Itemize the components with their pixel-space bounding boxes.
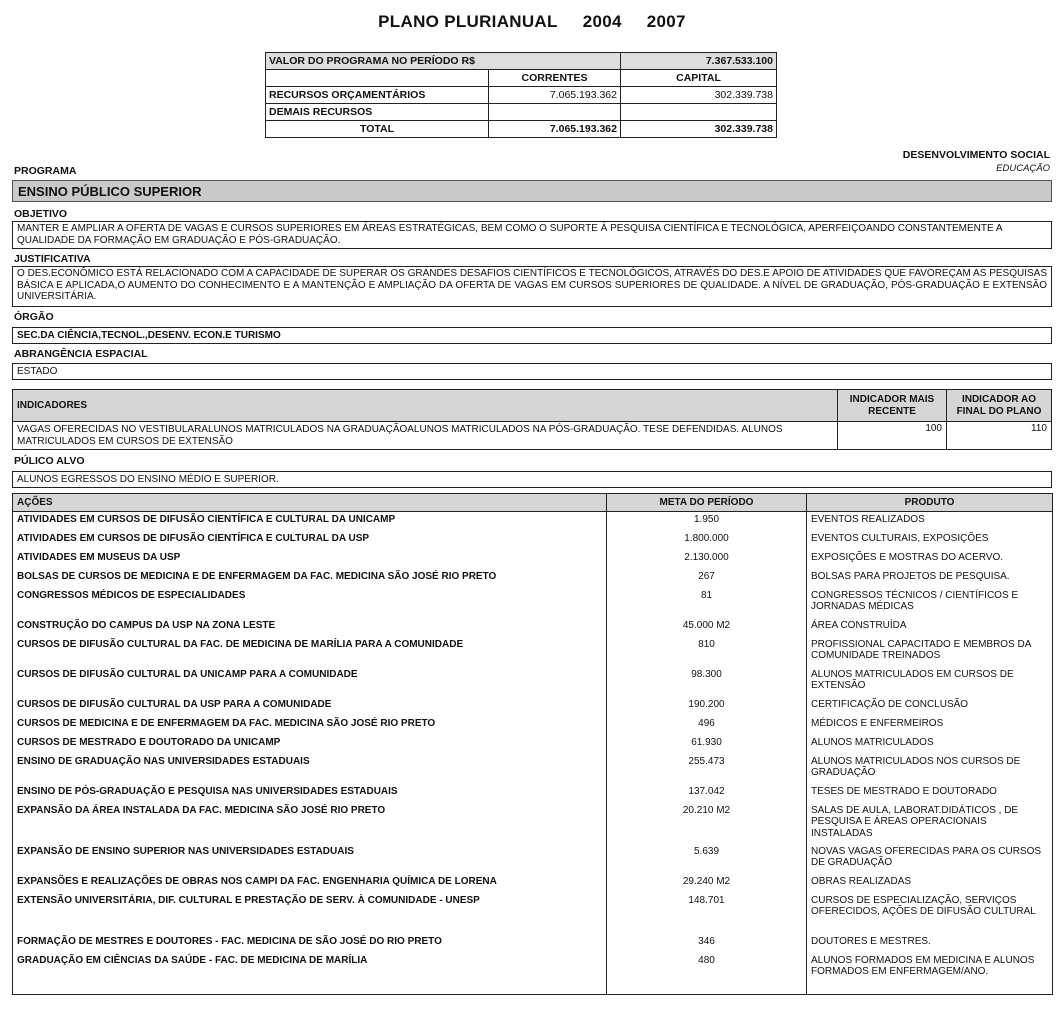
indicadores-label: INDICADORES — [13, 390, 838, 422]
money-row-label: DEMAIS RECURSOS — [266, 104, 489, 121]
produto-cell: BOLSAS PARA PROJETOS DE PESQUISA. — [807, 569, 1053, 588]
objetivo-label: OBJETIVO — [14, 208, 68, 220]
table-row — [13, 637, 1053, 667]
abrangencia-label: ABRANGÊNCIA ESPACIAL — [14, 348, 148, 360]
title-text: PLANO PLURIANUAL — [378, 12, 558, 31]
meta-cell: 480 — [607, 953, 807, 995]
acao-cell: FORMAÇÃO DE MESTRES E DOUTORES - FAC. MEDICINA DE SÃO JOSÉ DO RIO PRETO — [13, 934, 607, 953]
program-subarea: EDUCAÇÃO — [996, 163, 1050, 174]
meta-cell: 1.950 — [607, 512, 807, 531]
acao-cell: ATIVIDADES EM CURSOS DE DIFUSÃO CIENTÍFICA E CULTURAL DA USP — [13, 531, 607, 550]
meta-cell: 98.300 — [607, 667, 807, 697]
indicador-recente-value: 100 — [838, 422, 947, 450]
table-row — [13, 874, 1053, 893]
year-start: 2004 — [582, 12, 622, 31]
produto-cell: ALUNOS MATRICULADOS NOS CURSOS DE GRADUAÇÃO — [807, 754, 1053, 784]
meta-cell: 810 — [607, 637, 807, 667]
produto-cell: EVENTOS CULTURAIS, EXPOSIÇÕES — [807, 531, 1053, 550]
produto-cell: CERTIFICAÇÃO DE CONCLUSÃO — [807, 697, 1053, 716]
produto-cell: DOUTORES E MESTRES. — [807, 934, 1053, 953]
produto-cell: PROFISSIONAL CAPACITADO E MEMBROS DA COMUNIDADE TREINADOS — [807, 637, 1053, 667]
program-value-table — [265, 52, 777, 138]
meta-cell: 81 — [607, 588, 807, 618]
col-acoes: AÇÕES — [13, 494, 607, 512]
money-row-correntes: 7.065.193.362 — [489, 87, 621, 104]
meta-cell: 1.800.000 — [607, 531, 807, 550]
acao-cell: CURSOS DE DIFUSÃO CULTURAL DA FAC. DE MEDICINA DE MARÍLIA PARA A COMUNIDADE — [13, 637, 607, 667]
produto-cell: MÉDICOS E ENFERMEIROS — [807, 716, 1053, 735]
publico-text: ALUNOS EGRESSOS DO ENSINO MÉDIO E SUPERIOR. — [12, 471, 1052, 488]
acao-cell: EXTENSÃO UNIVERSITÁRIA, DIF. CULTURAL E PRESTAÇÃO DE SERV. À COMUNIDADE - UNESP — [13, 893, 607, 934]
indicadores-table — [12, 389, 1052, 450]
meta-cell: 148.701 — [607, 893, 807, 934]
orgao-label: ÓRGÃO — [14, 311, 54, 323]
indicadores-row — [13, 422, 1052, 450]
produto-cell: CURSOS DE ESPECIALIZAÇÃO, SERVIÇOS OFERECIDOS, AÇÕES DE DIFUSÃO CULTURAL — [807, 893, 1053, 934]
table-row — [13, 803, 1053, 844]
meta-cell: 45.000 M2 — [607, 618, 807, 637]
acao-cell: CONSTRUÇÃO DO CAMPUS DA USP NA ZONA LESTE — [13, 618, 607, 637]
page-title — [0, 12, 1064, 32]
acao-cell: ATIVIDADES EM CURSOS DE DIFUSÃO CIENTÍFICA E CULTURAL DA UNICAMP — [13, 512, 607, 531]
meta-cell: 255.473 — [607, 754, 807, 784]
acao-cell: EXPANSÃO DE ENSINO SUPERIOR NAS UNIVERSIDADES ESTADUAIS — [13, 844, 607, 874]
justificativa-label: JUSTIFICATIVA — [14, 253, 91, 265]
program-value-row — [266, 53, 777, 70]
table-row — [13, 618, 1053, 637]
objetivo-text: MANTER E AMPLIAR A OFERTA DE VAGAS E CURSOS SUPERIORES EM ÁREAS ESTRATÉGICAS, BEM COMO O SUPORTE À PESQUISA CIENTÍFICA E TECNOLÓGICA, APERFEIÇOANDO CONSTANTEMENTE A QUALIDADE DA FORMAÇÃO EM GRADUAÇÃO E PÓS-GRADUAÇÃO. — [12, 221, 1052, 249]
meta-cell: 61.930 — [607, 735, 807, 754]
produto-cell: EVENTOS REALIZADOS — [807, 512, 1053, 531]
produto-cell: ALUNOS MATRICULADOS — [807, 735, 1053, 754]
money-row-correntes — [489, 104, 621, 121]
meta-cell: 5.639 — [607, 844, 807, 874]
acao-cell: GRADUAÇÃO EM CIÊNCIAS DA SAÚDE - FAC. DE MEDICINA DE MARÍLIA — [13, 953, 607, 995]
acao-cell: ENSINO DE PÓS-GRADUAÇÃO E PESQUISA NAS UNIVERSIDADES ESTADUAIS — [13, 784, 607, 803]
table-row — [13, 716, 1053, 735]
table-row — [13, 953, 1053, 995]
table-row — [13, 531, 1053, 550]
money-row-capital — [621, 104, 777, 121]
produto-cell: TESES DE MESTRADO E DOUTORADO — [807, 784, 1053, 803]
meta-cell: 267 — [607, 569, 807, 588]
acao-cell: BOLSAS DE CURSOS DE MEDICINA E DE ENFERMAGEM DA FAC. MEDICINA SÃO JOSÉ RIO PRETO — [13, 569, 607, 588]
acoes-header-row — [13, 494, 1053, 512]
justificativa-text: O DES.ECONÔMICO ESTÁ RELACIONADO COM A CAPACIDADE DE SUPERAR OS GRANDES DESAFIOS CIENTÍFICOS E TECNOLÓGICOS, ATRAVÉS DO DES.E APOIO DE ATIVIDADES QUE FAVOREÇAM AS PESQUISAS BÁSICA E APLICADA,O AUMENTO DO CONHECIMENTO E A MANTENÇÃO E AMPLIAÇÃO DA OFERTA DE VAGAS EM CURSOS SUPERIORES DE QUALIDADE. A NÍVEL DE GRADUAÇÃO, PÓS-GRADUAÇÃO E EXTENSÃO UNIVERSITÁRIA. — [12, 266, 1052, 307]
meta-cell: 346 — [607, 934, 807, 953]
acao-cell: EXPANSÃO DA ÁREA INSTALADA DA FAC. MEDICINA SÃO JOSÉ RIO PRETO — [13, 803, 607, 844]
produto-cell: ÁREA CONSTRUÍDA — [807, 618, 1053, 637]
year-end: 2007 — [646, 12, 686, 31]
acao-cell: CURSOS DE MESTRADO E DOUTORADO DA UNICAMP — [13, 735, 607, 754]
publico-label: PÚLICO ALVO — [14, 455, 85, 467]
money-total-row — [266, 121, 777, 138]
table-row — [13, 588, 1053, 618]
money-row-label: TOTAL — [266, 121, 489, 138]
table-row — [13, 893, 1053, 934]
acao-cell: CURSOS DE DIFUSÃO CULTURAL DA USP PARA A COMUNIDADE — [13, 697, 607, 716]
acao-cell: EXPANSÕES E REALIZAÇÕES DE OBRAS NOS CAMPI DA FAC. ENGENHARIA QUÍMICA DE LORENA — [13, 874, 607, 893]
table-row — [13, 569, 1053, 588]
indicadores-header-row — [13, 390, 1052, 422]
program-value-total: 7.367.533.100 — [621, 53, 777, 70]
money-header-row — [266, 70, 777, 87]
abrangencia-text: ESTADO — [12, 363, 1052, 380]
produto-cell: SALAS DE AULA, LABORAT.DIDÁTICOS , DE PESQUISA E ÁREAS OPERACIONAIS INSTALADAS — [807, 803, 1053, 844]
table-row — [13, 844, 1053, 874]
produto-cell: EXPOSIÇÕES E MOSTRAS DO ACERVO. — [807, 550, 1053, 569]
produto-cell: OBRAS REALIZADAS — [807, 874, 1053, 893]
money-row — [266, 104, 777, 121]
table-row — [13, 784, 1053, 803]
acao-cell: CONGRESSOS MÉDICOS DE ESPECIALIDADES — [13, 588, 607, 618]
col-meta: META DO PERÍODO — [607, 494, 807, 512]
acao-cell: ENSINO DE GRADUAÇÃO NAS UNIVERSIDADES ESTADUAIS — [13, 754, 607, 784]
col-indicador-recente: INDICADOR MAIS RECENTE — [838, 390, 947, 422]
meta-cell: 29.240 M2 — [607, 874, 807, 893]
money-row-correntes: 7.065.193.362 — [489, 121, 621, 138]
table-row — [13, 934, 1053, 953]
produto-cell: NOVAS VAGAS OFERECIDAS PARA OS CURSOS DE GRADUAÇÃO — [807, 844, 1053, 874]
money-header-blank — [266, 70, 489, 87]
col-correntes: CORRENTES — [489, 70, 621, 87]
money-row-capital: 302.339.738 — [621, 87, 777, 104]
program-name-banner: ENSINO PÚBLICO SUPERIOR — [12, 180, 1052, 202]
orgao-text: SEC.DA CIÊNCIA,TECNOL.,DESENV. ECON.E TURISMO — [12, 327, 1052, 344]
meta-cell: 190.200 — [607, 697, 807, 716]
indicadores-descricao: VAGAS OFERECIDAS NO VESTIBULARALUNOS MATRICULADOS NA GRADUAÇÃOALUNOS MATRICULADOS NA PÓS-GRADUAÇÃO. TESE DEFENDIDAS. ALUNOS MATRICULADOS EM CURSOS DE EXTENSÃO — [13, 422, 838, 450]
money-row-capital: 302.339.738 — [621, 121, 777, 138]
produto-cell: CONGRESSOS TÉCNICOS / CIENTÍFICOS E JORNADAS MÉDICAS — [807, 588, 1053, 618]
meta-cell: 496 — [607, 716, 807, 735]
table-row — [13, 697, 1053, 716]
table-row — [13, 754, 1053, 784]
money-row — [266, 87, 777, 104]
acao-cell: ATIVIDADES EM MUSEUS DA USP — [13, 550, 607, 569]
col-produto: PRODUTO — [807, 494, 1053, 512]
produto-cell: ALUNOS FORMADOS EM MEDICINA E ALUNOS FORMADOS EM ENFERMAGEM/ANO. — [807, 953, 1053, 995]
meta-cell: 2.130.000 — [607, 550, 807, 569]
acao-cell: CURSOS DE DIFUSÃO CULTURAL DA UNICAMP PARA A COMUNIDADE — [13, 667, 607, 697]
program-value-label: VALOR DO PROGRAMA NO PERÍODO R$ — [266, 53, 621, 70]
indicador-final-value: 110 — [947, 422, 1052, 450]
acao-cell: CURSOS DE MEDICINA E DE ENFERMAGEM DA FAC. MEDICINA SÃO JOSÉ RIO PRETO — [13, 716, 607, 735]
money-row-label: RECURSOS ORÇAMENTÁRIOS — [266, 87, 489, 104]
col-indicador-final: INDICADOR AO FINAL DO PLANO — [947, 390, 1052, 422]
table-row — [13, 735, 1053, 754]
meta-cell: 20.210 M2 — [607, 803, 807, 844]
program-area: DESENVOLVIMENTO SOCIAL — [902, 149, 1050, 161]
table-row — [13, 550, 1053, 569]
acoes-table — [12, 493, 1053, 995]
meta-cell: 137.042 — [607, 784, 807, 803]
program-label: PROGRAMA — [14, 165, 77, 177]
col-capital: CAPITAL — [621, 70, 777, 87]
table-row — [13, 512, 1053, 531]
produto-cell: ALUNOS MATRICULADOS EM CURSOS DE EXTENSÃO — [807, 667, 1053, 697]
table-row — [13, 667, 1053, 697]
